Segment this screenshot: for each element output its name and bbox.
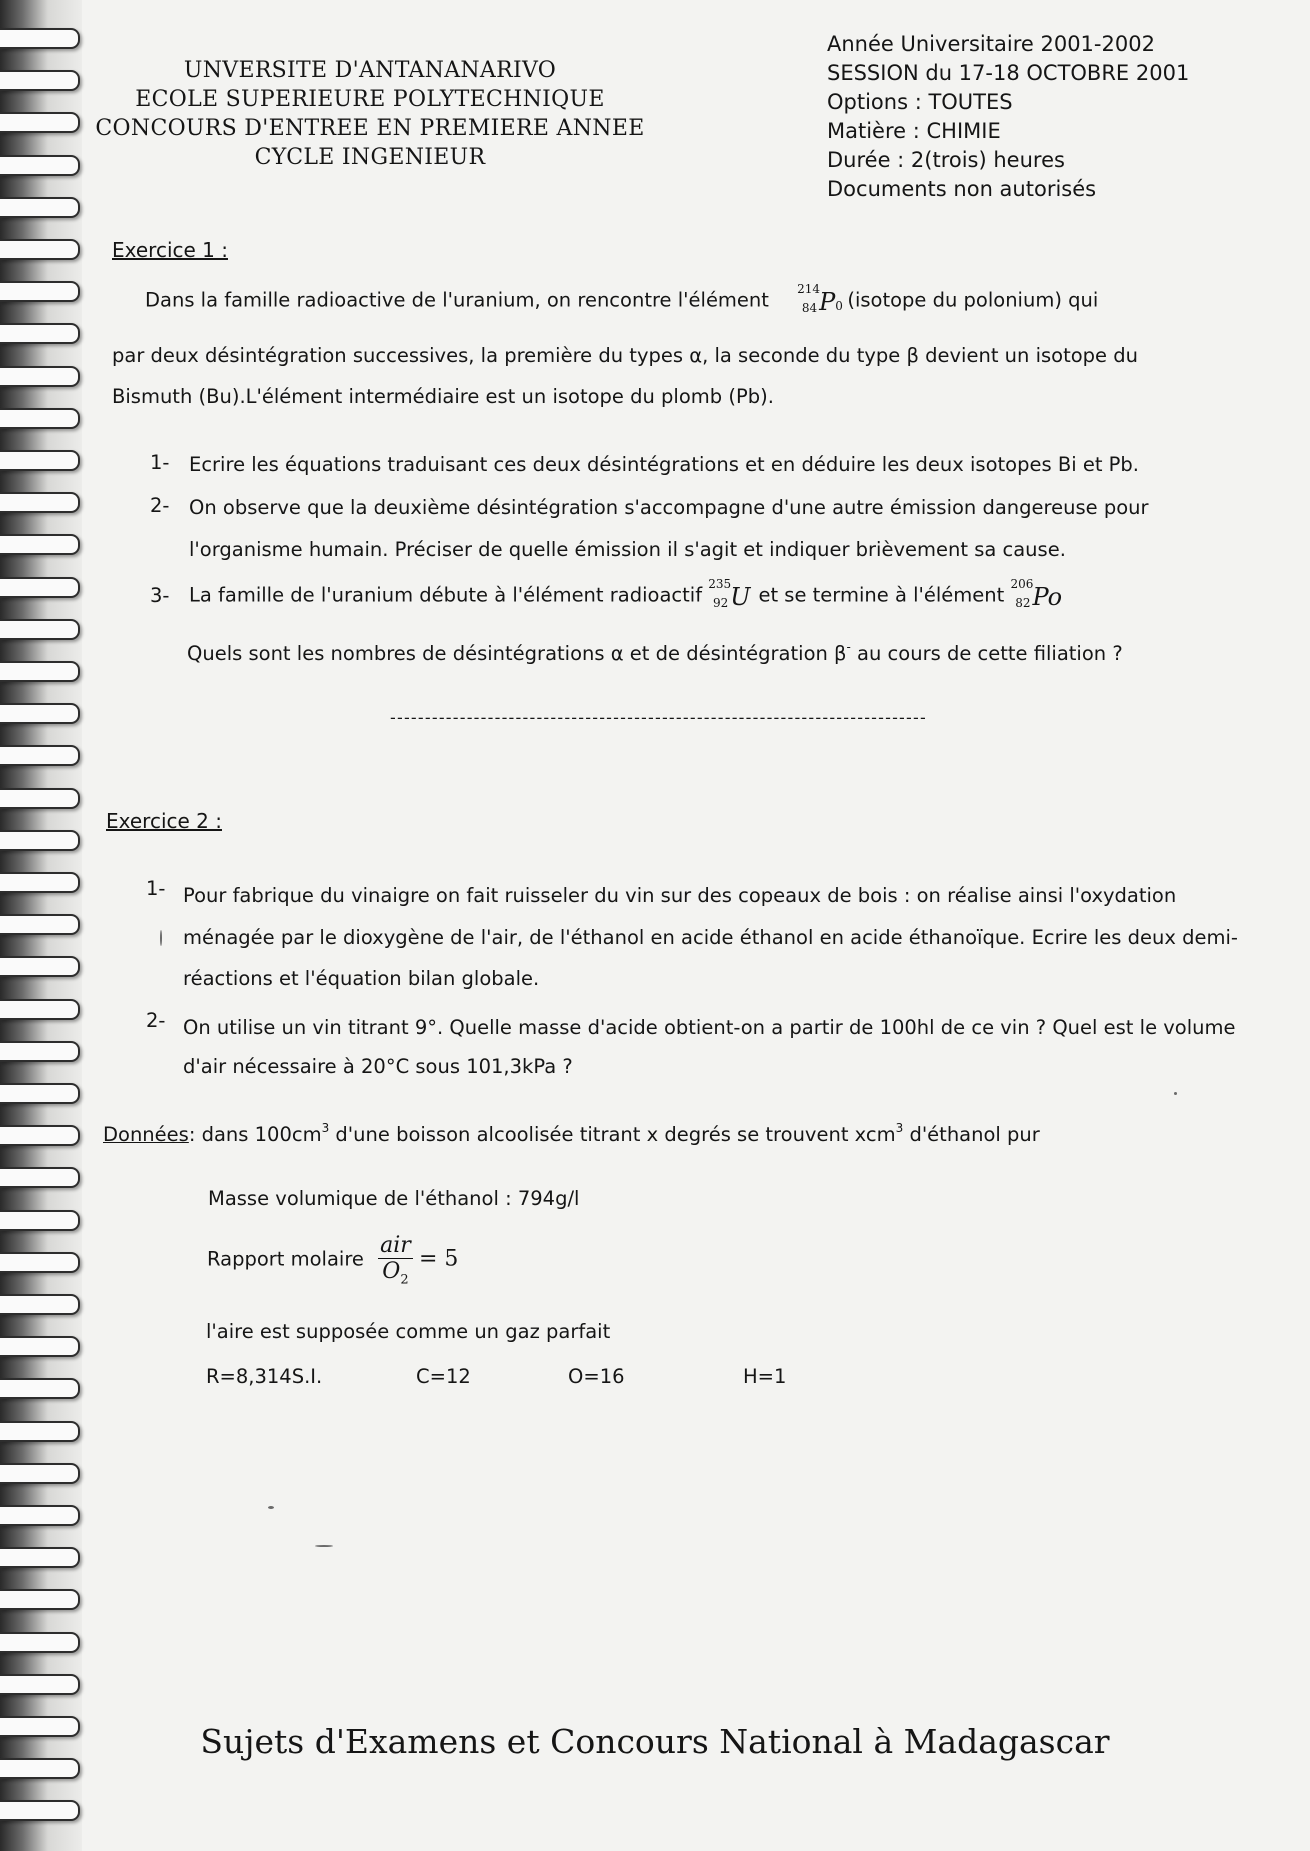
text: (isotope du polonium) qui <box>847 288 1099 312</box>
ex1-intro-line-2: par deux désintégration successives, la première du types α, la seconde du type β devient un isotope du <box>112 344 1138 367</box>
constant-o: O=16 <box>568 1365 625 1388</box>
binding-ring <box>0 1378 80 1399</box>
binding-ring <box>0 1252 80 1273</box>
binding-ring <box>0 197 80 218</box>
binding-ring <box>0 1167 80 1188</box>
binding-ring <box>0 70 80 91</box>
section-separator: ----------------------------------------------------------------------------- <box>390 708 927 727</box>
binding-ring <box>0 661 80 682</box>
subscript: 2 <box>400 1272 409 1288</box>
constant-h: H=1 <box>743 1365 787 1388</box>
mass-number: 235 <box>708 577 732 591</box>
symbol-subscript: 0 <box>835 299 843 313</box>
binding-ring <box>0 1463 80 1484</box>
atomic-number: 82 <box>1015 596 1031 610</box>
binding-ring <box>0 1210 80 1231</box>
binding-ring <box>0 745 80 766</box>
ethanol-density: Masse volumique de l'éthanol : 794g/l <box>208 1187 580 1210</box>
header-line: UNVERSITE D'ANTANANARIVO <box>183 58 557 83</box>
scan-speck <box>268 1506 274 1509</box>
info-line: Matière : CHIMIE <box>827 119 1001 143</box>
binding-ring <box>0 1632 80 1653</box>
denominator <box>378 1259 413 1287</box>
binding-ring <box>0 492 80 513</box>
element-symbol: U <box>730 583 751 611</box>
atomic-number: 84 <box>801 301 818 315</box>
constant-c: C=12 <box>416 1365 471 1388</box>
polonium-206-isotope <box>1011 578 1067 614</box>
binding-ring <box>0 1758 80 1779</box>
institution-header <box>95 56 645 172</box>
ex2-question-1-line-1: Pour fabrique du vinaigre on fait ruisseler du vin sur des copeaux de bois : on réalise ainsi l'oxydation <box>183 884 1177 907</box>
binding-ring <box>0 155 80 176</box>
exercise-2-title: Exercice 2 : <box>106 809 222 833</box>
binding-ring <box>0 112 80 133</box>
info-line: SESSION du 17-18 OCTOBRE 2001 <box>827 61 1190 85</box>
info-line: Année Universitaire 2001-2002 <box>827 32 1155 56</box>
binding-ring <box>0 366 80 387</box>
air-o2-fraction <box>378 1233 413 1287</box>
question-number: 2- <box>150 494 170 517</box>
ex2-question-1-line-3: réactions et l'équation bilan globale. <box>183 967 540 990</box>
binding-ring <box>0 408 80 429</box>
scan-speck <box>1174 1092 1177 1095</box>
binding-ring <box>0 534 80 555</box>
ex1-question-3-line-1 <box>189 578 1067 614</box>
binding-ring <box>0 999 80 1020</box>
text: d'éthanol pur <box>909 1123 1040 1146</box>
superscript: 3 <box>321 1121 330 1135</box>
ex1-question-2-line-2: l'organisme humain. Préciser de quelle émission il s'agit et indiquer brièvement sa cause. <box>189 538 1066 561</box>
question-number: 2- <box>146 1009 166 1032</box>
binding-ring <box>0 956 80 977</box>
binding-ring <box>0 281 80 302</box>
ex1-intro-line-3: Bismuth (Bu).L'élément intermédiaire est un isotope du plomb (Pb). <box>112 385 774 408</box>
binding-ring <box>0 1589 80 1610</box>
text: La famille de l'uranium débute à l'élément radioactif <box>189 583 703 607</box>
question-number: 1- <box>146 877 166 900</box>
mass-number: 206 <box>1010 577 1034 591</box>
ex1-question-2-line-1: On observe que la deuxième désintégration s'accompagne d'une autre émission dangereuse pour <box>189 496 1149 519</box>
binding-ring <box>0 1421 80 1442</box>
binding-ring <box>0 1800 80 1821</box>
exercise-1-title: Exercice 1 : <box>112 238 228 262</box>
superscript: 3 <box>895 1121 904 1135</box>
atomic-number: 92 <box>712 596 729 610</box>
binding-ring <box>0 1547 80 1568</box>
symbol: P <box>819 288 836 316</box>
binding-ring <box>0 1294 80 1315</box>
binding-ring <box>0 323 80 344</box>
header-line: CYCLE INGENIEUR <box>254 145 486 170</box>
superscript: - <box>846 640 851 654</box>
binding-ring <box>0 1083 80 1104</box>
session-info <box>827 30 1189 204</box>
equals-value: = 5 <box>419 1246 459 1272</box>
donnees-line <box>103 1121 1040 1146</box>
footer-caption: Sujets d'Examens et Concours National à Madagascar <box>200 1722 1110 1761</box>
binding-ring <box>0 450 80 471</box>
question-number: 1- <box>150 451 170 474</box>
binding-ring <box>0 1336 80 1357</box>
question-number: 3- <box>150 584 170 607</box>
constant-r: R=8,314S.I. <box>206 1365 323 1388</box>
header-line: CONCOURS D'ENTREE EN PREMIERE ANNEE <box>95 116 645 141</box>
info-line: Durée : 2(trois) heures <box>827 148 1065 172</box>
element-symbol <box>819 288 843 316</box>
binding-ring <box>0 1125 80 1146</box>
ex1-question-1: Ecrire les équations traduisant ces deux désintégrations et en déduire les deux isotopes Bi et Pb. <box>189 453 1140 476</box>
ideal-gas-note: l'aire est supposée comme un gaz parfait <box>206 1320 611 1343</box>
molar-ratio <box>207 1233 458 1287</box>
text: Dans la famille radioactive de l'uranium, on rencontre l'élément <box>145 288 769 312</box>
polonium-214-isotope <box>797 283 841 319</box>
binding-ring <box>0 788 80 809</box>
text: : dans 100cm <box>188 1123 322 1146</box>
binding-ring <box>0 1041 80 1062</box>
binding-ring <box>0 28 80 49</box>
text: au cours de cette filiation ? <box>857 642 1123 665</box>
numerator: air <box>380 1233 411 1258</box>
ex1-intro-line-1 <box>145 283 1098 319</box>
scan-speck <box>160 930 162 946</box>
binding-ring <box>0 1674 80 1695</box>
binding-ring <box>0 1505 80 1526</box>
text: Quels sont les nombres de désintégrations α et de désintégration β <box>187 642 847 665</box>
header-line: ECOLE SUPERIEURE POLYTECHNIQUE <box>135 87 605 112</box>
binding-ring <box>0 872 80 893</box>
donnees-label: Données <box>103 1123 189 1146</box>
symbol: O <box>382 1259 401 1284</box>
info-line: Documents non autorisés <box>827 177 1097 201</box>
ex2-question-2-line-2: d'air nécessaire à 20°C sous 101,3kPa ? <box>183 1055 573 1078</box>
ex2-question-2-line-1: On utilise un vin titrant 9°. Quelle masse d'acide obtient-on a partir de 100hl de ce vin ? Quel est le volume <box>183 1016 1236 1039</box>
uranium-235-isotope <box>708 578 752 614</box>
scan-speck <box>315 1545 333 1547</box>
ex1-question-3-line-2 <box>187 640 1123 665</box>
binding-ring <box>0 239 80 260</box>
mass-number: 214 <box>797 282 821 296</box>
binding-ring <box>0 703 80 724</box>
ex2-question-1-line-2: ménagée par le dioxygène de l'air, de l'éthanol en acide éthanol en acide éthanoïque. Ecrire les deux demi- <box>183 926 1238 949</box>
info-line: Options : TOUTES <box>827 90 1013 114</box>
binding-ring <box>0 619 80 640</box>
binding-ring <box>0 830 80 851</box>
text: et se termine à l'élément <box>758 583 1005 607</box>
text: d'une boisson alcoolisée titrant x degrés se trouvent xcm <box>335 1123 896 1146</box>
binding-ring <box>0 914 80 935</box>
binding-ring <box>0 577 80 598</box>
text: Rapport molaire <box>207 1247 364 1271</box>
element-symbol: Po <box>1032 583 1063 611</box>
